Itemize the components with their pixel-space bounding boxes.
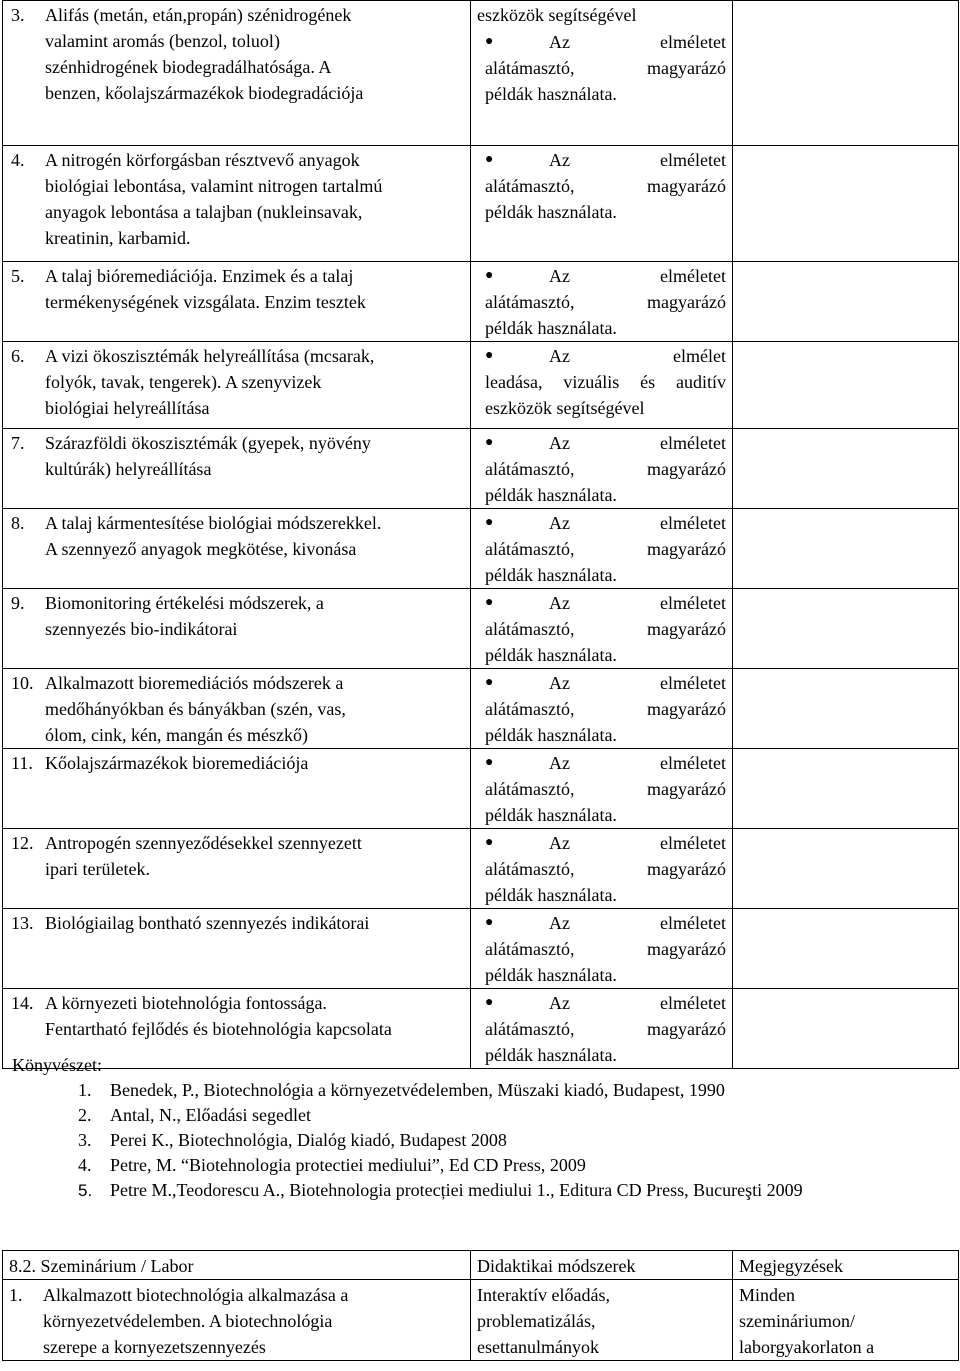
bibliography-item-num: 2.: [78, 1105, 92, 1125]
bullet-icon: ●: [485, 915, 494, 930]
lecture-notes-cell: [733, 509, 959, 589]
lecture-notes-cell: [733, 146, 959, 262]
lecture-method-cell: [471, 669, 733, 749]
lecture-topic-line: szénhidrogének biodegradálhatósága. A: [45, 57, 332, 77]
bibliography-item-num: 5.: [78, 1181, 93, 1200]
bibliography-item-num: 3.: [78, 1130, 92, 1150]
bibliography-item-text: Petre M.,Teodorescu A., Biotehnologia protecției mediului 1., Editura CD Press, Bucureşti 2009: [110, 1180, 803, 1200]
lecture-topic-cell: [3, 589, 471, 669]
lecture-row: [3, 669, 959, 749]
lecture-topic-line: A szennyező anyagok megkötése, kivonása: [45, 539, 357, 559]
lecture-topic-line: Fentartható fejlődés és biotehnológia kapcsolata: [45, 1019, 392, 1039]
bullet-icon: ●: [485, 995, 494, 1010]
method-line: alátámasztó, magyarázó: [485, 292, 726, 312]
lecture-topic-line: kreatinin, karbamid.: [45, 228, 191, 248]
method-line: Az elméletet: [549, 513, 726, 533]
lecture-row: [3, 749, 959, 829]
method-line: Az elméletet: [549, 993, 726, 1013]
method-line: Az elméletet: [549, 833, 726, 853]
lecture-notes-cell: [733, 1, 959, 146]
bullet-icon: ●: [485, 152, 494, 167]
lecture-notes-cell: [733, 669, 959, 749]
lecture-notes-cell: [733, 909, 959, 989]
method-line: Az elméletet: [549, 433, 726, 453]
lecture-topic-num: 13.: [11, 913, 34, 933]
lecture-method-cell: [471, 146, 733, 262]
method-line: Az elméletet: [549, 673, 726, 693]
lecture-row: [3, 829, 959, 909]
method-line: Az elméletet: [549, 753, 726, 773]
bullet-icon: ●: [485, 515, 494, 530]
lecture-topic-num: 14.: [11, 993, 34, 1013]
lecture-topic-num: 9.: [11, 593, 25, 613]
method-line: alátámasztó, magyarázó: [485, 779, 726, 799]
lecture-topic-line: Biomonitoring értékelési módszerek, a: [45, 593, 324, 613]
seminar-topic-line: szerepe a kornyezetszennyezés: [43, 1337, 266, 1357]
lecture-method-cell: [471, 1, 733, 146]
bibliography-item-text: Petre, M. “Biotehnologia protectiei mediului”, Ed CD Press, 2009: [110, 1155, 586, 1175]
lecture-notes-cell: [733, 749, 959, 829]
seminar-method-cell: [471, 1280, 733, 1361]
lecture-topic-line: biológiai lebontása, valamint nitrogen tartalmú: [45, 176, 383, 196]
method-line: Az elméletet: [549, 593, 726, 613]
lecture-topic-line: Alkalmazott bioremediációs módszerek a: [45, 673, 344, 693]
seminar-topic-line: környezetvédelemben. A biotechnológia: [43, 1311, 333, 1331]
method-line: példák használata.: [485, 805, 617, 825]
bibliography-item-text: Perei K., Biotechnológia, Dialóg kiadó, Budapest 2008: [110, 1130, 507, 1150]
lecture-row: [3, 1, 959, 146]
bullet-icon: ●: [485, 755, 494, 770]
method-line: alátámasztó, magyarázó: [485, 699, 726, 719]
lecture-topic-line: kultúrák) helyreállítása: [45, 459, 212, 479]
lecture-topic-line: Szárazföldi ökoszisztémák (gyepek, nyövény: [45, 433, 371, 453]
lecture-topic-cell: [3, 509, 471, 589]
seminar-method-line: Interaktív előadás,: [477, 1285, 610, 1305]
lecture-method-cell: [471, 509, 733, 589]
seminar-method-line: problematizálás,: [477, 1311, 596, 1331]
lecture-topic-num: 6.: [11, 346, 25, 366]
method-line: alátámasztó, magyarázó: [485, 939, 726, 959]
seminar-method-line: esettanulmányok: [477, 1337, 599, 1357]
lecture-row: [3, 909, 959, 989]
lecture-topic-num: 11.: [11, 753, 33, 773]
lecture-notes-cell: [733, 429, 959, 509]
lecture-method-cell: [471, 829, 733, 909]
lecture-notes-cell: [733, 589, 959, 669]
lecture-topic-line: biológiai helyreállítása: [45, 398, 210, 418]
bibliography-item-num: 4.: [78, 1155, 92, 1175]
seminar-notes-line: laborgyakorlaton a: [739, 1337, 875, 1357]
seminar-header-topic: 8.2. Szeminárium / Labor: [3, 1251, 471, 1280]
method-line: példák használata.: [485, 318, 617, 338]
lecture-topic-cell: [3, 429, 471, 509]
lecture-topic-cell: [3, 146, 471, 262]
lecture-method-cell: [471, 909, 733, 989]
lecture-topic-line: ipari területek.: [45, 859, 150, 879]
method-line: Az elméletet: [549, 266, 726, 286]
lecture-topic-cell: [3, 909, 471, 989]
method-line: példák használata.: [485, 645, 617, 665]
bullet-icon: ●: [485, 595, 494, 610]
lecture-row: [3, 429, 959, 509]
lecture-topic-line: folyók, tavak, tengerek). A szenyvizek: [45, 372, 322, 392]
lecture-topic-num: 3.: [11, 5, 25, 25]
lecture-notes-cell: [733, 342, 959, 429]
lecture-method-cell: [471, 589, 733, 669]
method-line: alátámasztó, magyarázó: [485, 459, 726, 479]
lecture-topic-cell: [3, 829, 471, 909]
lecture-topic-line: benzen, kőolajszármazékok biodegradációja: [45, 83, 364, 103]
lecture-topic-line: Kőolajszármazékok bioremediációja: [45, 753, 309, 773]
seminar-notes-line: szemináriumon/: [739, 1311, 855, 1331]
method-line: példák használata.: [485, 1045, 617, 1065]
method-line: példák használata.: [485, 965, 617, 985]
method-line: alátámasztó, magyarázó: [485, 619, 726, 639]
bullet-icon: ●: [485, 675, 494, 690]
method-line: alátámasztó, magyarázó: [485, 58, 726, 78]
seminar-notes-line: Minden: [739, 1285, 795, 1305]
lecture-topic-num: 10.: [11, 673, 34, 693]
lecture-row: [3, 509, 959, 589]
seminar-header-row: [3, 1251, 959, 1280]
bibliography-item: [78, 1153, 952, 1178]
lecture-topic-num: 5.: [11, 266, 25, 286]
bullet-icon: ●: [485, 268, 494, 283]
bibliography-item: [78, 1103, 952, 1128]
method-line: alátámasztó, magyarázó: [485, 1019, 726, 1039]
method-line: példák használata.: [485, 485, 617, 505]
lecture-topic-line: ólom, cink, kén, mangán és mészkő): [45, 725, 308, 745]
lecture-topic-line: A talaj kármentesítése biológiai módszerekkel.: [45, 513, 382, 533]
lecture-topic-line: termékenységének vizsgálata. Enzim tesztek: [45, 292, 366, 312]
lecture-topic-cell: [3, 262, 471, 342]
method-line: Az elmélet: [549, 346, 726, 366]
lecture-topic-num: 4.: [11, 150, 25, 170]
lecture-topic-line: A vizi ökoszisztémák helyreállítása (mcsarak,: [45, 346, 375, 366]
lecture-notes-cell: [733, 262, 959, 342]
lecture-topic-cell: [3, 342, 471, 429]
method-line: példák használata.: [485, 202, 617, 222]
method-line: példák használata.: [485, 885, 617, 905]
bibliography-item-text: Benedek, P., Biotechnológia a környezetvédelemben, Müszaki kiadó, Budapest, 1990: [110, 1080, 725, 1100]
seminar-header-notes: Megjegyzések: [733, 1251, 959, 1280]
lecture-row: [3, 342, 959, 429]
lecture-row: [3, 262, 959, 342]
lecture-topic-line: medőhányókban és bányákban (szén, vas,: [45, 699, 346, 719]
lecture-method-cell: [471, 429, 733, 509]
lecture-row: [3, 146, 959, 262]
lecture-topic-line: szennyezés bio-indikátorai: [45, 619, 238, 639]
lecture-topic-line: Antropogén szennyeződésekkel szennyezett: [45, 833, 362, 853]
lecture-method-cell: [471, 262, 733, 342]
bibliography-heading: Könyvészet:: [12, 1055, 102, 1075]
method-line: Az elméletet: [549, 32, 726, 52]
seminar-topic-cell: [3, 1280, 471, 1361]
method-line: alátámasztó, magyarázó: [485, 176, 726, 196]
lecture-notes-cell: [733, 829, 959, 909]
seminar-topic-num: 1.: [9, 1285, 23, 1305]
bibliography-item-num: 1.: [78, 1080, 92, 1100]
lecture-topic-line: anyagok lebontása a talajban (nukleinsavak,: [45, 202, 363, 222]
method-line: Az elméletet: [549, 913, 726, 933]
bullet-icon: ●: [485, 348, 494, 363]
lecture-method-cell: [471, 342, 733, 429]
lecture-row: [3, 589, 959, 669]
lecture-topic-line: valamint aromás (benzol, toluol): [45, 31, 280, 51]
seminar-notes-cell: [733, 1280, 959, 1361]
method-line: leadása, vizuális és auditív: [485, 372, 726, 392]
bibliography-item: [78, 1128, 952, 1153]
method-line: példák használata.: [485, 84, 617, 104]
method-line: példák használata.: [485, 725, 617, 745]
lecture-topic-line: Biológiailag bontható szennyezés indikátorai: [45, 913, 370, 933]
method-line: eszközök segítségével: [485, 398, 645, 418]
lecture-method-cell: [471, 749, 733, 829]
bibliography: [12, 1052, 952, 1203]
lecture-topic-line: Alifás (metán, etán,propán) szénidrogének: [45, 5, 352, 25]
seminar-table: [2, 1250, 959, 1361]
lecture-topic-cell: [3, 1, 471, 146]
lecture-topic-cell: [3, 669, 471, 749]
bibliography-item: [78, 1078, 952, 1103]
bullet-icon: ●: [485, 435, 494, 450]
seminar-topic-line: Alkalmazott biotechnológia alkalmazása a: [43, 1285, 349, 1305]
method-line: példák használata.: [485, 565, 617, 585]
method-line: alátámasztó, magyarázó: [485, 859, 726, 879]
bullet-icon: ●: [485, 34, 494, 49]
lecture-topic-num: 8.: [11, 513, 25, 533]
method-prefix-line: eszközök segítségével: [477, 5, 637, 25]
bibliography-list: [12, 1078, 952, 1203]
lecture-topic-line: A környezeti biotehnológia fontossága.: [45, 993, 327, 1013]
bibliography-item: [78, 1178, 952, 1203]
lecture-topic-num: 7.: [11, 433, 25, 453]
bibliography-item-text: Antal, N., Előadási segedlet: [110, 1105, 311, 1125]
lecture-topic-line: A talaj bióremediációja. Enzimek és a talaj: [45, 266, 354, 286]
seminar-row: [3, 1280, 959, 1361]
seminar-header-methods: Didaktikai módszerek: [471, 1251, 733, 1280]
lecture-topic-cell: [3, 749, 471, 829]
method-line: alátámasztó, magyarázó: [485, 539, 726, 559]
lecture-topic-num: 12.: [11, 833, 34, 853]
bullet-icon: ●: [485, 835, 494, 850]
lecture-table: [2, 0, 959, 1069]
method-line: Az elméletet: [549, 150, 726, 170]
lecture-topic-line: A nitrogén körforgásban résztvevő anyagok: [45, 150, 360, 170]
